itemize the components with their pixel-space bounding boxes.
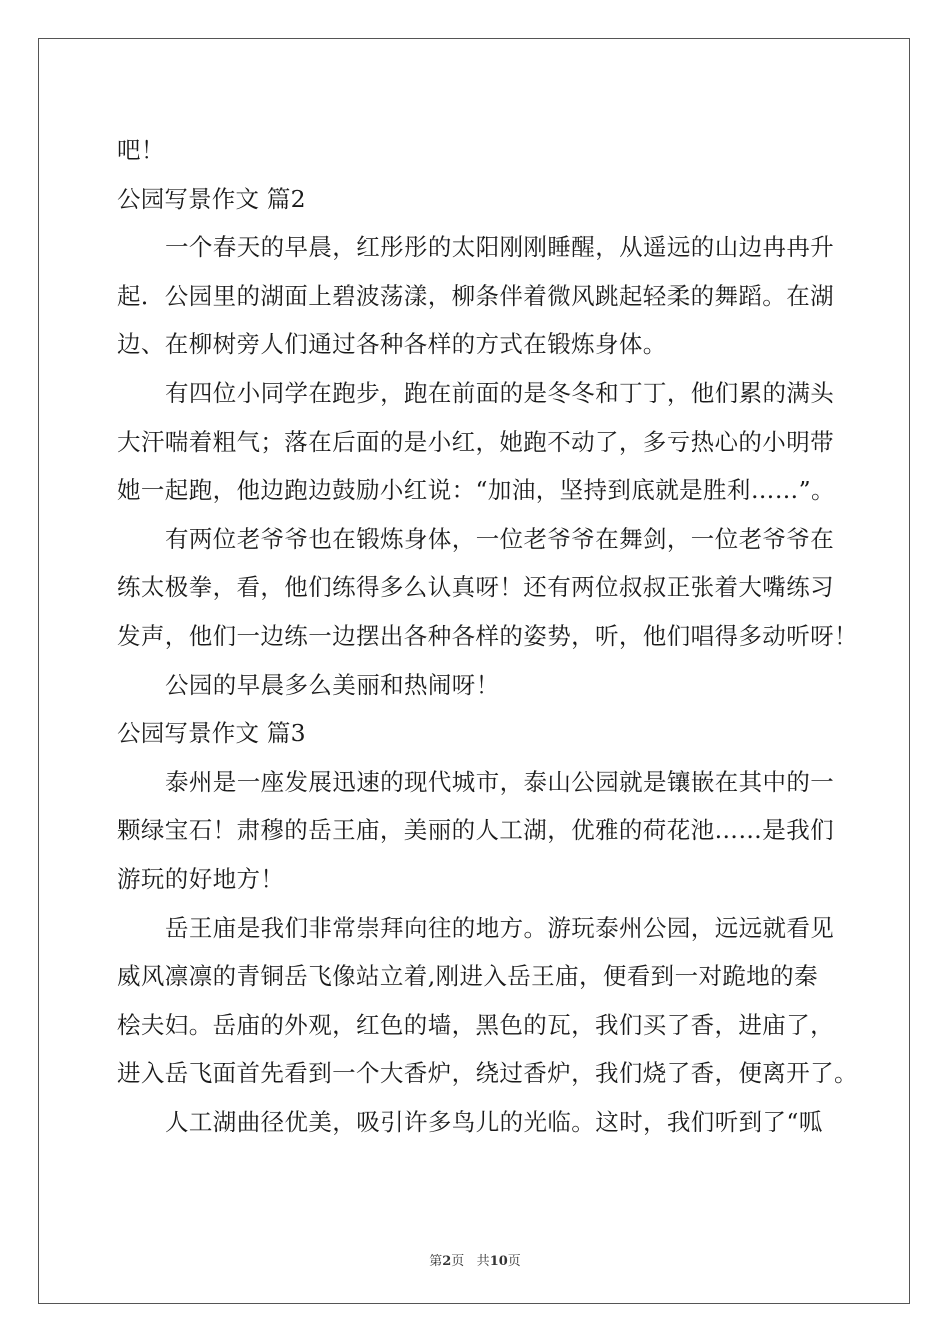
text-line: 岳王庙是我们非常崇拜向往的地方。游玩泰州公园，远远就看见 [165,913,835,942]
text-line: 有两位老爷爷也在锻炼身体，一位老爷爷在舞剑，一位老爷爷在 [165,524,835,553]
document-body [117,126,858,1146]
text-line: 泰州是一座发展迅速的现代城市，泰山公园就是镶嵌在其中的一 [165,767,835,796]
page-footer [0,1250,950,1269]
text-line: 公园的早晨多么美丽和热闹呀！ [165,670,500,699]
text-line: 发声，他们一边练一边摆出各种各样的姿势，听，他们唱得多动听呀！ [117,621,858,650]
text-line: 吧！ [117,136,165,164]
text-line: 人工湖曲径优美，吸引许多鸟儿的光临。这时，我们听到了“呱 [165,1107,823,1136]
text-line: 练太极拳，看，他们练得多么认真呀！还有两位叔叔正张着大嘴练习 [117,573,834,602]
page-suffix: 页 [451,1254,465,1269]
total-pages: 10 [489,1254,508,1269]
section-heading: 公园写景作文 篇3 [117,719,306,748]
text-line: 一个春天的早晨，红彤彤的太阳刚刚睡醒，从遥远的山边冉冉升 [165,233,835,262]
text-line: 有四位小同学在跑步，跑在前面的是冬冬和丁丁，他们累的满头 [165,378,835,407]
text-line: 威风凛凛的青铜岳飞像站立着,刚进入岳王庙，便看到一对跪地的秦 [117,962,818,991]
text-line: 边、在柳树旁人们通过各种各样的方式在锻炼身体。 [117,330,667,359]
total-prefix: 共 [476,1254,490,1269]
text-line: 桧夫妇。岳庙的外观，红色的墙，黑色的瓦，我们买了香，进庙了， [117,1010,834,1039]
page-number: 2 [442,1254,452,1269]
total-suffix: 页 [507,1254,521,1269]
page-prefix: 第 [429,1254,443,1269]
text-line: 起．公园里的湖面上碧波荡漾，柳条伴着微风跳起轻柔的舞蹈。在湖 [117,281,834,310]
text-line: 颗绿宝石！肃穆的岳王庙，美丽的人工湖，优雅的荷花池……是我们 [117,816,834,845]
text-line: 大汗喘着粗气；落在后面的是小红，她跑不动了，多亏热心的小明带 [117,427,834,456]
text-line: 她一起跑，他边跑边鼓励小红说：“加油，坚持到底就是胜利……”。 [117,476,835,505]
text-line: 游玩的好地方！ [117,864,285,893]
text-line: 进入岳飞面首先看到一个大香炉，绕过香炉，我们烧了香，便离开了。 [117,1059,858,1088]
section-heading: 公园写景作文 篇2 [117,184,306,213]
